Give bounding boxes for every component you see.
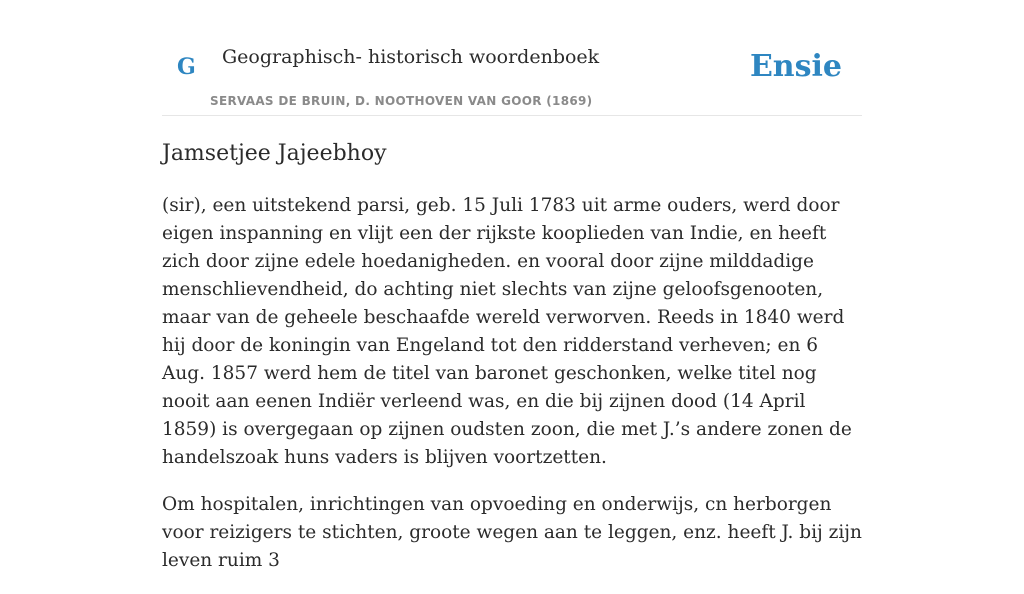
page-container	[162, 0, 862, 571]
book-title-link[interactable]: Geographisch- historisch woordenboek	[222, 46, 600, 68]
brand-logo[interactable]: Ensie	[749, 49, 842, 84]
entry-paragraph: Om hospitalen, inrichtingen van opvoeding en onderwijs, cn herborgen voor reizigers te stichten, groote wegen aan te leggen, enz. heeft J. bij zijn leven ruim 3	[162, 494, 862, 571]
header	[162, 0, 862, 116]
entry-title: Jamsetjee Jajeebhoy	[162, 141, 387, 166]
entry-paragraph: (sir), een uitstekend parsi, geb. 15 Juli 1783 uit arme ouders, werd door eigen inspanning en vlijt een der rijkste kooplieden van Indie, en heeft zich door zijne edele hoedanigheden. en vooral door zijne milddadige menschlievendheid, do achting niet slechts van zijne geloofsgenooten, maar van de geheele beschaafde wereld verworven. Reeds in 1840 werd hij door de koningin van Engeland tot den ridderstand verheven; en 6 Aug. 1857 werd hem de titel van baronet geschonken, welke titel nog nooit aan eenen Indiër verleend was, en die bij zijnen dood (14 April 1859) is overgegaan op zijnen oudsten zoon, die met J.’s andere zonen de handelszoak huns vaders is blijven voortzetten.	[162, 195, 852, 468]
book-authors: SERVAAS DE BRUIN, D. NOOTHOVEN VAN GOOR (1869)	[210, 94, 593, 108]
book-letter-logo[interactable]: G	[177, 54, 196, 80]
entry-body	[162, 192, 862, 594]
